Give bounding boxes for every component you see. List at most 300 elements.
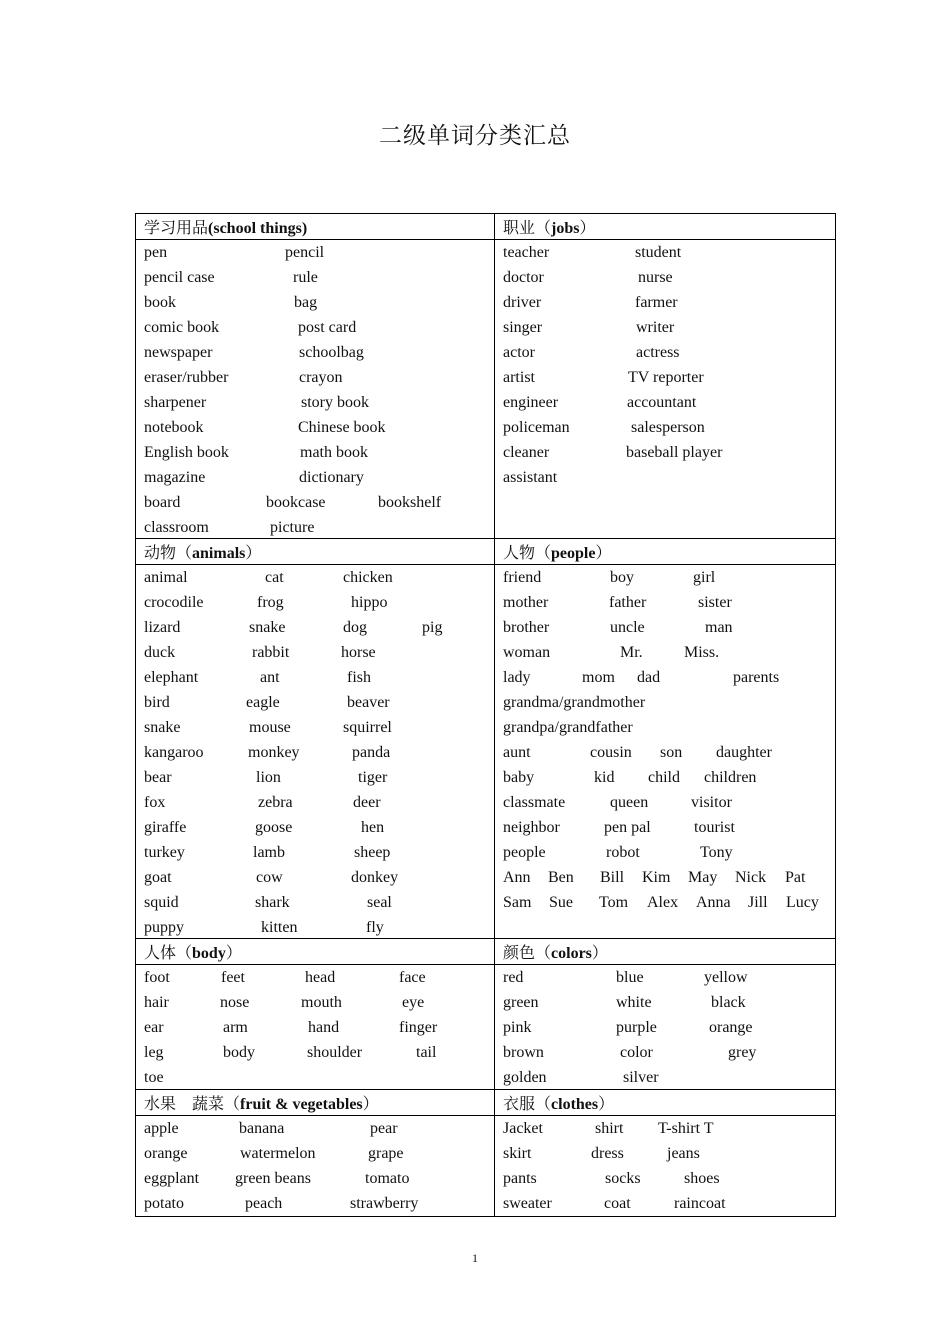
- vocab-word: eggplant: [144, 1170, 200, 1187]
- header-close: ）: [225, 943, 242, 962]
- vocab-word: hair: [144, 994, 169, 1011]
- header-close: ）: [362, 1094, 379, 1113]
- vocab-word: zebra: [258, 794, 293, 811]
- vocab-word: face: [399, 969, 426, 986]
- vocab-word: eraser/rubber: [144, 369, 229, 386]
- header-en: fruit & vegetables: [240, 1096, 363, 1113]
- vocab-word: rule: [293, 269, 318, 286]
- word-line: [495, 291, 835, 316]
- header-cn: 衣服（: [503, 1094, 552, 1113]
- vocab-word: sheep: [354, 844, 391, 861]
- vocab-word: Chinese book: [298, 419, 386, 436]
- vocab-word: eye: [402, 994, 425, 1011]
- vocab-word: magazine: [144, 469, 206, 486]
- vocab-word: skirt: [503, 1145, 532, 1162]
- vocab-word: bear: [144, 769, 172, 786]
- header-close: ）: [245, 543, 262, 562]
- vocab-word: kangaroo: [144, 744, 204, 761]
- word-line: [136, 641, 494, 666]
- header-en: clothes: [551, 1096, 599, 1113]
- word-line: [495, 716, 835, 741]
- vocab-word: notebook: [144, 419, 204, 436]
- word-line: [495, 666, 835, 691]
- vocab-word: classroom: [144, 519, 209, 536]
- word-line: [136, 1041, 494, 1066]
- vocab-word: math book: [300, 444, 368, 461]
- vocab-word: Bill: [600, 869, 625, 886]
- vocab-word: frog: [257, 594, 284, 611]
- vocab-word: Alex: [647, 894, 679, 911]
- vocab-word: arm: [223, 1019, 248, 1036]
- vocab-word: seal: [367, 894, 392, 911]
- vocab-word: doctor: [503, 269, 544, 286]
- vocab-word: red: [503, 969, 524, 986]
- vocab-word: squirrel: [343, 719, 392, 736]
- vocab-word: singer: [503, 319, 543, 336]
- vocab-word: lizard: [144, 619, 181, 636]
- word-line: [136, 316, 494, 341]
- vocab-word: cat: [265, 569, 284, 586]
- vocab-word: giraffe: [144, 819, 187, 836]
- vocab-word: son: [660, 744, 683, 761]
- section-body: [135, 964, 495, 1090]
- vocab-word: deer: [353, 794, 381, 811]
- vocab-word: pen pal: [604, 819, 651, 836]
- vocab-word: panda: [352, 744, 391, 761]
- vocab-word: T-shirt T: [658, 1120, 714, 1137]
- word-line: [495, 1142, 835, 1167]
- vocab-word: cousin: [590, 744, 632, 761]
- vocab-word: squid: [144, 894, 179, 911]
- vocab-word: tiger: [358, 769, 388, 786]
- header-fruit-vegetables: [135, 1089, 495, 1116]
- vocab-word: grey: [728, 1044, 757, 1061]
- vocab-word: pig: [422, 619, 443, 636]
- vocab-word: goat: [144, 869, 172, 886]
- word-line: [136, 341, 494, 366]
- vocab-word: turkey: [144, 844, 185, 861]
- vocab-word: story book: [301, 394, 369, 411]
- word-line: [136, 666, 494, 691]
- word-line: [136, 491, 494, 516]
- vocab-word: Nick: [735, 869, 767, 886]
- word-line: [136, 791, 494, 816]
- vocab-word: actor: [503, 344, 535, 361]
- vocab-word: driver: [503, 294, 542, 311]
- vocab-word: cleaner: [503, 444, 550, 461]
- vocab-word: golden: [503, 1069, 547, 1086]
- vocab-word: snake: [144, 719, 181, 736]
- word-line: [136, 991, 494, 1016]
- section-fruit-vegetables: [135, 1115, 495, 1217]
- vocab-word: strawberry: [350, 1195, 419, 1212]
- word-line: [495, 241, 835, 266]
- vocab-word: pear: [370, 1120, 398, 1137]
- vocab-word: chicken: [343, 569, 393, 586]
- vocab-word: schoolbag: [299, 344, 364, 361]
- vocab-word: Jacket: [503, 1120, 543, 1137]
- header-en: (school things): [208, 220, 308, 237]
- vocab-word: Tom: [599, 894, 629, 911]
- vocab-word: body: [223, 1044, 255, 1061]
- word-line: [136, 966, 494, 991]
- vocab-word: beaver: [347, 694, 390, 711]
- word-line: [495, 616, 835, 641]
- vocab-word: green beans: [235, 1170, 311, 1187]
- vocab-word: rabbit: [252, 644, 290, 661]
- header-en: colors: [551, 945, 592, 962]
- vocab-word: accountant: [627, 394, 697, 411]
- word-line: [495, 1041, 835, 1066]
- vocab-word: pants: [503, 1170, 537, 1187]
- vocab-word: book: [144, 294, 176, 311]
- vocab-word: mouse: [249, 719, 291, 736]
- vocab-word: horse: [341, 644, 376, 661]
- word-line: [495, 1066, 835, 1091]
- vocab-word: English book: [144, 444, 229, 461]
- vocab-word: foot: [144, 969, 170, 986]
- word-line: [495, 791, 835, 816]
- vocab-word: father: [609, 594, 647, 611]
- vocab-word: finger: [399, 1019, 438, 1036]
- vocab-word: classmate: [503, 794, 566, 811]
- section-clothes: [494, 1115, 836, 1217]
- vocab-word: sweater: [503, 1195, 552, 1212]
- word-line: [495, 1016, 835, 1041]
- vocab-word: shoulder: [307, 1044, 363, 1061]
- word-line: [136, 1167, 494, 1192]
- vocab-word: coat: [604, 1195, 631, 1212]
- header-cn: 颜色（: [503, 943, 552, 962]
- vocab-word: grandpa/grandfather: [503, 719, 633, 736]
- vocab-word: purple: [616, 1019, 657, 1036]
- vocab-word: bird: [144, 694, 170, 711]
- word-line: [136, 1117, 494, 1142]
- vocab-word: tomato: [365, 1170, 410, 1187]
- vocab-word: farmer: [635, 294, 678, 311]
- vocab-word: Sam: [503, 894, 532, 911]
- vocab-word: potato: [144, 1195, 184, 1212]
- vocab-word: orange: [144, 1145, 188, 1162]
- vocab-word: engineer: [503, 394, 559, 411]
- vocab-word: mouth: [301, 994, 342, 1011]
- vocab-word: goose: [255, 819, 293, 836]
- vocab-word: grandma/grandmother: [503, 694, 646, 711]
- vocab-word: teacher: [503, 244, 550, 261]
- vocab-word: pen: [144, 244, 168, 261]
- word-line: [136, 1066, 494, 1091]
- vocab-word: hen: [361, 819, 385, 836]
- word-line: [495, 366, 835, 391]
- header-cn: 人体（: [144, 943, 193, 962]
- vocab-word: feet: [221, 969, 245, 986]
- vocab-word: Tony: [700, 844, 733, 861]
- vocab-word: color: [620, 1044, 653, 1061]
- section-people: [494, 564, 836, 939]
- vocab-word: monkey: [248, 744, 300, 761]
- header-cn: 学习用品: [144, 218, 209, 237]
- vocab-word: parents: [733, 669, 780, 686]
- vocab-word: people: [503, 844, 546, 861]
- word-line: [136, 366, 494, 391]
- word-line: [136, 1142, 494, 1167]
- vocab-word: silver: [623, 1069, 659, 1086]
- section-jobs: [494, 239, 836, 539]
- vocab-word: grape: [368, 1145, 404, 1162]
- vocab-word: artist: [503, 369, 535, 386]
- header-body: [135, 938, 495, 965]
- vocab-word: comic book: [144, 319, 220, 336]
- vocab-word: visitor: [691, 794, 732, 811]
- header-en: body: [192, 945, 226, 962]
- vocab-word: pencil: [285, 244, 325, 261]
- vocab-word: sharpener: [144, 394, 207, 411]
- vocab-word: puppy: [144, 919, 184, 936]
- word-line: [495, 466, 835, 491]
- vocab-word: fish: [347, 669, 371, 686]
- vocab-word: Lucy: [786, 894, 819, 911]
- vocab-word: kitten: [261, 919, 298, 936]
- header-people: [494, 538, 836, 565]
- vocab-word: sister: [698, 594, 732, 611]
- header-colors: [494, 938, 836, 965]
- vocab-word: fly: [366, 919, 384, 936]
- vocab-word: bookshelf: [378, 494, 442, 511]
- word-line: [495, 641, 835, 666]
- word-line: [495, 866, 835, 891]
- header-close: ）: [595, 543, 612, 562]
- vocab-word: Ann: [503, 869, 531, 886]
- vocab-word: dictionary: [299, 469, 364, 486]
- vocab-word: policeman: [503, 419, 570, 436]
- vocab-word: friend: [503, 569, 542, 586]
- vocab-word: baseball player: [626, 444, 723, 461]
- header-en: animals: [192, 545, 246, 562]
- vocab-word: jeans: [667, 1145, 700, 1162]
- word-line: [136, 1192, 494, 1217]
- word-line: [136, 816, 494, 841]
- vocab-word: ear: [144, 1019, 164, 1036]
- vocab-word: Jill: [748, 894, 768, 911]
- vocab-word: dress: [591, 1145, 624, 1162]
- word-line: [136, 1016, 494, 1041]
- vocab-word: cow: [256, 869, 283, 886]
- header-animals: [135, 538, 495, 565]
- vocab-word: actress: [636, 344, 680, 361]
- vocab-word: banana: [239, 1120, 285, 1137]
- word-line: [495, 966, 835, 991]
- word-line: [495, 266, 835, 291]
- vocab-word: man: [705, 619, 733, 636]
- vocab-word: hand: [308, 1019, 340, 1036]
- vocab-word: white: [616, 994, 652, 1011]
- vocab-word: animal: [144, 569, 188, 586]
- word-line: [495, 1192, 835, 1217]
- vocab-word: crayon: [299, 369, 343, 386]
- vocab-word: hippo: [351, 594, 388, 611]
- vocab-word: woman: [503, 644, 551, 661]
- vocab-word: Miss.: [684, 644, 720, 661]
- vocab-word: black: [711, 994, 746, 1011]
- word-line: [495, 816, 835, 841]
- vocab-word: May: [688, 869, 718, 886]
- vocab-word: Mr.: [620, 644, 643, 661]
- vocab-word: nose: [220, 994, 250, 1011]
- vocab-word: kid: [594, 769, 615, 786]
- section-school-things: [135, 239, 495, 539]
- word-line: [136, 291, 494, 316]
- word-line: [136, 841, 494, 866]
- vocab-word: socks: [605, 1170, 641, 1187]
- vocab-word: yellow: [704, 969, 748, 986]
- vocab-word: mother: [503, 594, 549, 611]
- header-cn: 水果 蔬菜（: [144, 1094, 241, 1113]
- word-line: [495, 1167, 835, 1192]
- header-en: people: [551, 545, 596, 562]
- word-line: [495, 691, 835, 716]
- page-title: 二级单词分类汇总: [379, 123, 571, 149]
- vocab-word: board: [144, 494, 181, 511]
- header-school-things: [135, 213, 495, 240]
- vocab-word: tourist: [694, 819, 735, 836]
- vocab-word: pink: [503, 1019, 532, 1036]
- vocab-word: children: [704, 769, 757, 786]
- header-cn: 人物（: [503, 543, 552, 562]
- vocab-word: assistant: [503, 469, 558, 486]
- vocab-word: robot: [606, 844, 640, 861]
- vocab-word: writer: [636, 319, 675, 336]
- word-line: [136, 441, 494, 466]
- vocab-word: TV reporter: [628, 369, 704, 386]
- word-line: [495, 341, 835, 366]
- vocab-word: ant: [260, 669, 280, 686]
- vocabulary-table: [135, 213, 836, 1216]
- vocab-word: mom: [582, 669, 615, 686]
- vocab-word: snake: [249, 619, 286, 636]
- vocab-word: salesperson: [631, 419, 705, 436]
- word-line: [136, 391, 494, 416]
- header-clothes: [494, 1089, 836, 1116]
- word-line: [136, 716, 494, 741]
- vocab-word: toe: [144, 1069, 164, 1086]
- vocab-word: nurse: [638, 269, 673, 286]
- word-line: [495, 891, 835, 916]
- vocab-word: donkey: [351, 869, 399, 886]
- vocab-word: brother: [503, 619, 550, 636]
- vocab-word: picture: [270, 519, 315, 536]
- vocab-word: head: [305, 969, 336, 986]
- word-line: [136, 866, 494, 891]
- word-line: [136, 741, 494, 766]
- vocab-word: fox: [144, 794, 166, 811]
- header-close: ）: [598, 1094, 615, 1113]
- word-line: [495, 391, 835, 416]
- vocab-word: tail: [416, 1044, 437, 1061]
- vocab-word: bag: [294, 294, 318, 311]
- word-line: [136, 766, 494, 791]
- vocab-word: Kim: [642, 869, 671, 886]
- word-line: [495, 416, 835, 441]
- vocab-word: newspaper: [144, 344, 213, 361]
- vocab-word: shark: [255, 894, 290, 911]
- header-en: jobs: [551, 220, 580, 237]
- vocab-word: boy: [610, 569, 634, 586]
- header-close: ）: [591, 943, 608, 962]
- word-line: [495, 841, 835, 866]
- word-line: [136, 566, 494, 591]
- vocab-word: Ben: [548, 869, 574, 886]
- vocab-word: brown: [503, 1044, 544, 1061]
- word-line: [136, 416, 494, 441]
- vocab-word: peach: [245, 1195, 283, 1212]
- vocab-word: leg: [144, 1044, 164, 1061]
- vocab-word: child: [648, 769, 680, 786]
- header-cn: 职业（: [503, 218, 552, 237]
- vocab-word: Pat: [785, 869, 806, 886]
- vocab-word: aunt: [503, 744, 531, 761]
- word-line: [495, 591, 835, 616]
- vocab-word: shoes: [684, 1170, 720, 1187]
- word-line: [495, 566, 835, 591]
- word-line: [495, 766, 835, 791]
- word-line: [136, 266, 494, 291]
- vocab-word: dad: [637, 669, 661, 686]
- vocab-word: dog: [343, 619, 367, 636]
- word-line: [495, 741, 835, 766]
- vocab-word: lady: [503, 669, 531, 686]
- vocab-word: eagle: [246, 694, 280, 711]
- word-line: [495, 991, 835, 1016]
- vocab-word: pencil case: [144, 269, 215, 286]
- vocab-word: green: [503, 994, 539, 1011]
- vocab-word: neighbor: [503, 819, 560, 836]
- vocab-word: watermelon: [240, 1145, 316, 1162]
- section-colors: [494, 964, 836, 1090]
- word-line: [136, 241, 494, 266]
- vocab-word: queen: [610, 794, 649, 811]
- vocab-word: blue: [616, 969, 644, 986]
- page-number: 1: [472, 1251, 478, 1265]
- word-line: [495, 1117, 835, 1142]
- vocab-word: bookcase: [266, 494, 326, 511]
- header-close: ）: [579, 218, 596, 237]
- word-line: [136, 891, 494, 916]
- vocab-word: apple: [144, 1120, 179, 1137]
- vocab-word: post card: [298, 319, 357, 336]
- vocab-word: duck: [144, 644, 176, 661]
- vocab-word: lamb: [253, 844, 285, 861]
- word-line: [136, 616, 494, 641]
- vocab-word: baby: [503, 769, 535, 786]
- word-line: [495, 441, 835, 466]
- vocab-word: shirt: [595, 1120, 624, 1137]
- header-cn: 动物（: [144, 543, 193, 562]
- vocab-word: uncle: [610, 619, 645, 636]
- header-jobs: [494, 213, 836, 240]
- vocab-word: student: [635, 244, 682, 261]
- vocab-word: Anna: [696, 894, 731, 911]
- vocab-word: raincoat: [674, 1195, 726, 1212]
- word-line: [136, 591, 494, 616]
- word-line: [495, 316, 835, 341]
- vocab-word: Sue: [549, 894, 573, 911]
- word-line: [136, 691, 494, 716]
- vocab-word: girl: [693, 569, 716, 586]
- vocab-word: lion: [256, 769, 281, 786]
- vocab-word: elephant: [144, 669, 199, 686]
- word-line: [136, 466, 494, 491]
- vocab-word: crocodile: [144, 594, 204, 611]
